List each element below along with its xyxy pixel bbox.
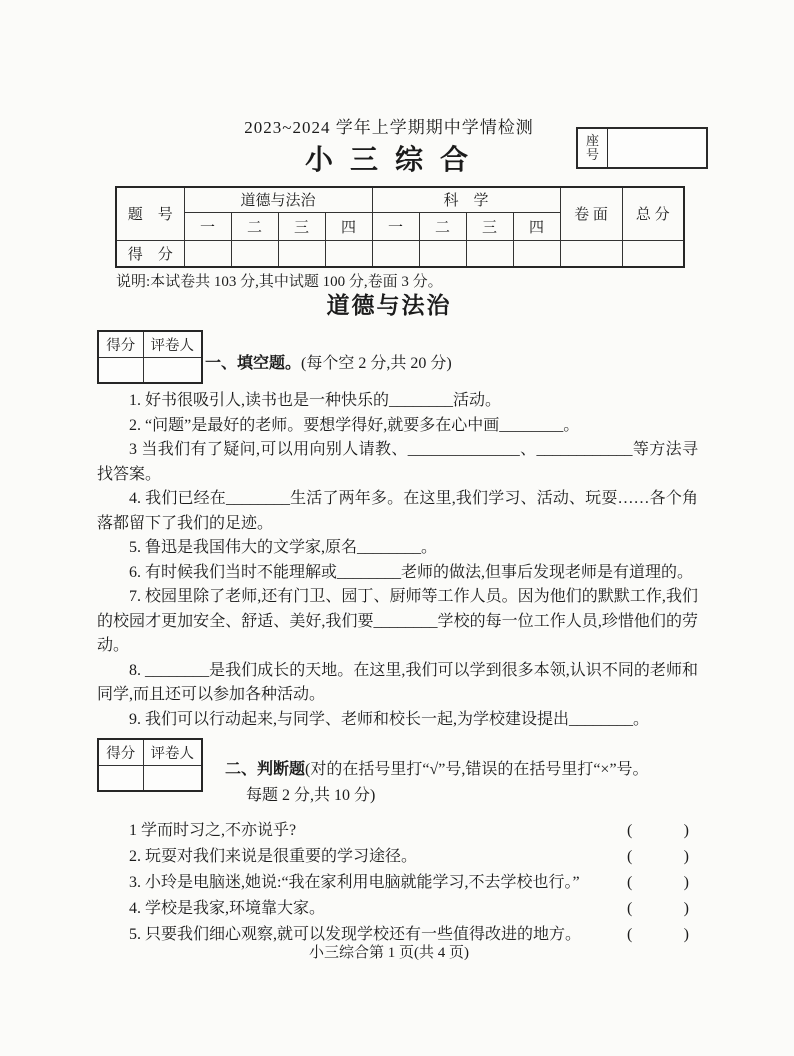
grader-box-score-label: 得分 <box>98 331 143 357</box>
score-cell-empty <box>278 240 325 267</box>
section1-note: (每个空 2 分,共 20 分) <box>301 355 452 372</box>
score-cell-empty <box>231 240 278 267</box>
fill-question-7: 7. 校园里除了老师,还有门卫、园丁、厨师等工作人员。因为他们的默默工作,我们的校园才更加安全、舒适、美好,我们要________学校的每一位工作人员,珍惜他们的劳动。 <box>97 588 698 654</box>
answer-bracket <box>627 896 689 922</box>
score-table-part-header: 三 <box>466 212 513 240</box>
answer-bracket <box>627 844 689 870</box>
score-cell-empty <box>419 240 466 267</box>
bracket-open: ( <box>627 900 633 917</box>
bracket-open: ( <box>627 822 633 839</box>
section1-title: 一、填空题。 <box>205 355 302 372</box>
grader-box-section1 <box>97 330 203 384</box>
fill-question-2: 2. “问题”是最好的老师。要想学得好,就要多在心中画________。 <box>129 416 580 434</box>
score-cell-empty <box>372 240 419 267</box>
score-cell-empty <box>466 240 513 267</box>
score-table-total-header: 总 分 <box>622 187 684 240</box>
score-table-question-header: 题 号 <box>116 187 184 240</box>
bracket-close: ) <box>683 926 689 943</box>
bracket-open: ( <box>627 848 633 865</box>
fill-question-8: 8. ________是我们成长的天地。在这里,我们可以学到很多本领,认识不同的老师和同学,而且还可以参加各种活动。 <box>97 661 698 703</box>
score-table-part-header: 一 <box>184 212 231 240</box>
score-table-part-header: 四 <box>325 212 372 240</box>
fill-question-3: 3 当我们有了疑问,可以用向别人请教、______________、____________等方法寻找答案。 <box>97 441 698 483</box>
bracket-close: ) <box>683 822 689 839</box>
score-table-paper-header: 卷 面 <box>560 187 622 240</box>
score-cell-empty <box>513 240 560 267</box>
grader-box-grader-cell-empty <box>143 357 202 383</box>
grader-box-score-label: 得分 <box>98 739 143 765</box>
score-cell-empty <box>184 240 231 267</box>
section2-heading <box>225 757 649 809</box>
true-false-questions <box>97 818 689 948</box>
grader-box-section2 <box>97 738 203 792</box>
tf-question-row <box>97 818 689 844</box>
fill-question-9: 9. 我们可以行动起来,与同学、老师和校长一起,为学校建设提出________。 <box>129 710 650 728</box>
grader-box-score-cell-empty <box>98 357 143 383</box>
score-table-part-header: 二 <box>231 212 278 240</box>
fill-question-4: 4. 我们已经在________生活了两年多。在这里,我们学习、活动、玩耍……各个角落都留下了我们的足迹。 <box>97 490 698 532</box>
section2-heading-line1 <box>225 757 649 783</box>
section1-heading <box>205 350 452 373</box>
answer-bracket <box>627 870 689 896</box>
page-footer: 小三综合第 1 页(共 4 页) <box>309 945 469 961</box>
tf-question-5: 5. 只要我们细心观察,就可以发现学校还有一些值得改进的地方。 <box>129 926 582 943</box>
score-cell-empty <box>325 240 372 267</box>
section2-note-line1: (对的在括号里打“√”号,错误的在括号里打“×”号。 <box>305 761 649 778</box>
bracket-close: ) <box>683 900 689 917</box>
fill-in-questions <box>97 389 698 732</box>
section2-title: 二、判断题 <box>225 761 306 778</box>
tf-question-row <box>97 896 689 922</box>
score-table-subject-science: 科 学 <box>372 187 560 212</box>
section2-note-line2: 每题 2 分,共 10 分) <box>246 787 376 804</box>
answer-bracket <box>627 818 689 844</box>
bracket-open: ( <box>627 926 633 943</box>
score-table-part-header: 三 <box>278 212 325 240</box>
score-table-part-header: 二 <box>419 212 466 240</box>
exam-session-title: 2023~2024 学年上学期期中学情检测 <box>244 118 534 137</box>
tf-question-4: 4. 学校是我家,环境靠大家。 <box>129 900 326 917</box>
tf-question-row <box>97 870 689 896</box>
tf-question-3: 3. 小玲是电脑迷,她说:“我在家利用电脑就能学习,不去学校也行。” <box>129 874 580 891</box>
subject-heading: 道德与法治 <box>326 293 452 318</box>
grader-box-grader-label: 评卷人 <box>143 739 202 765</box>
score-cell-empty <box>560 240 622 267</box>
bracket-close: ) <box>683 848 689 865</box>
score-table-score-row-label: 得 分 <box>116 240 184 267</box>
seat-number-label-text: 座号 <box>585 133 599 162</box>
fill-question-5: 5. 鲁迅是我国伟大的文学家,原名________。 <box>129 539 438 556</box>
score-cell-empty <box>622 240 684 267</box>
fill-question-1: 1. 好书很吸引人,读书也是一种快乐的________活动。 <box>129 392 502 409</box>
exam-note: 说明:本试卷共 103 分,其中试题 100 分,卷面 3 分。 <box>116 274 443 290</box>
grader-box-score-cell-empty <box>98 765 143 791</box>
exam-title: 小 三 综 合 <box>304 145 473 176</box>
grader-box-grader-cell-empty <box>143 765 202 791</box>
score-table-part-header: 四 <box>513 212 560 240</box>
grader-box-grader-label: 评卷人 <box>143 331 202 357</box>
bracket-close: ) <box>683 874 689 891</box>
tf-question-1: 1 学而时习之,不亦说乎? <box>129 822 297 839</box>
score-table-subject-morality: 道德与法治 <box>184 187 372 212</box>
fill-question-6: 6. 有时候我们当时不能理解或________老师的做法,但事后发现老师是有道理的。 <box>129 563 694 581</box>
bracket-open: ( <box>627 874 633 891</box>
score-summary-table <box>115 186 685 268</box>
tf-question-row <box>97 844 689 870</box>
tf-question-2: 2. 玩耍对我们来说是很重要的学习途径。 <box>129 848 418 865</box>
score-table-part-header: 一 <box>372 212 419 240</box>
